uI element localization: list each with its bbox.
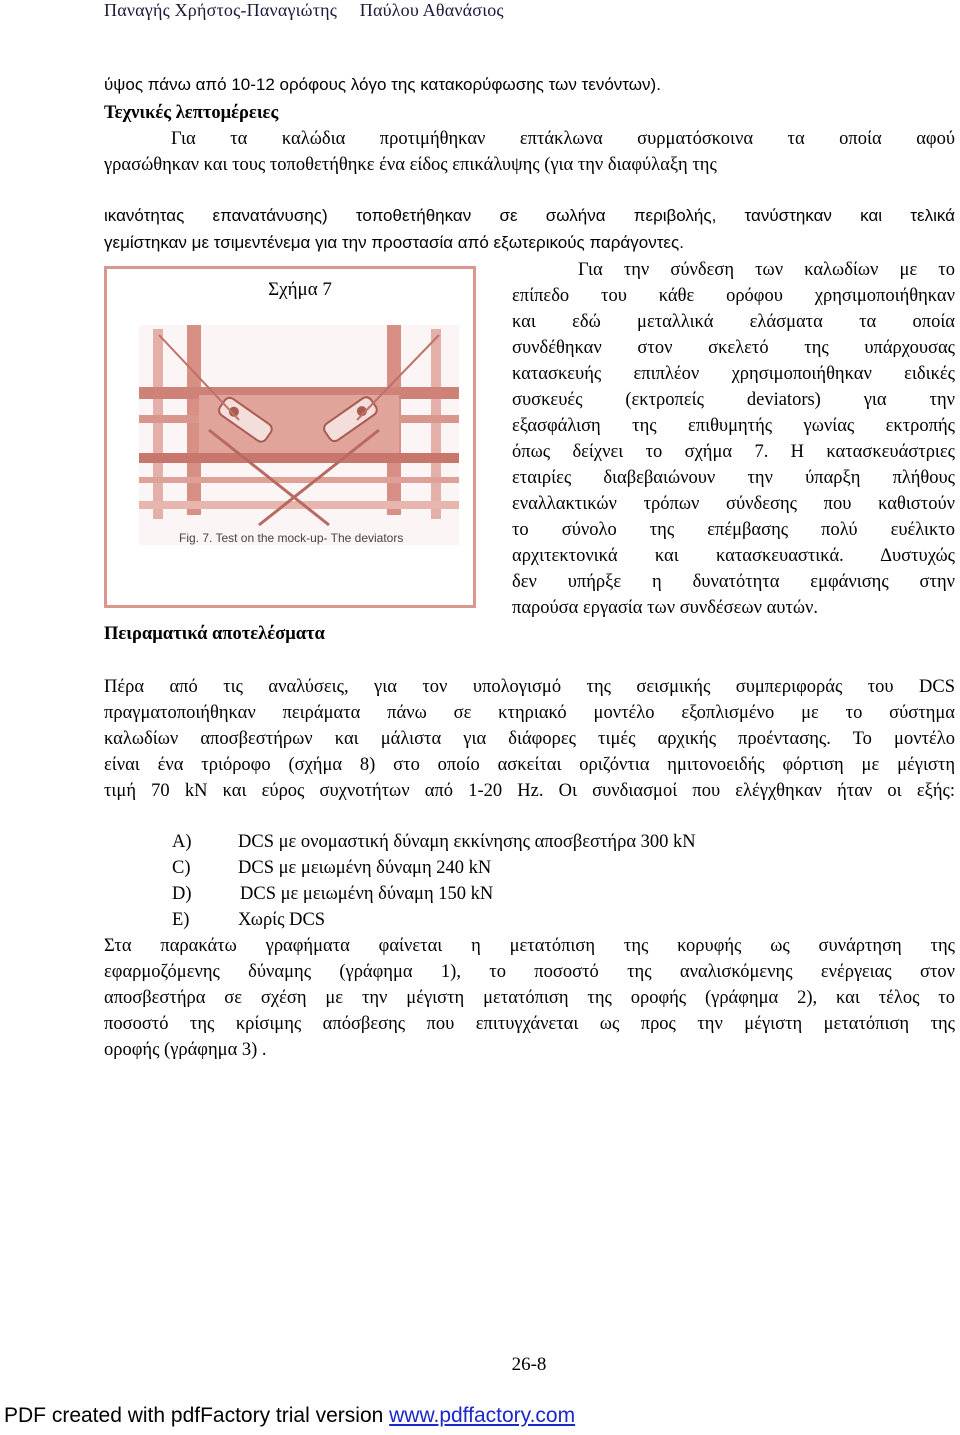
figure-7-frame [104, 266, 476, 608]
graphs-line-4: ποσοστό της κρίσιμης απόσβεσης που επιτυγχάνεται ως προς την μέγιστη μετατόπιση της [104, 1014, 955, 1034]
experiments-heading: Πειραματικά αποτελέσματα [104, 624, 325, 644]
rcol-line-10: εναλλακτικών τρόπων σύνδεσης που καθιστούν [512, 494, 955, 514]
footer-text: PDF created with pdfFactory trial version [4, 1404, 390, 1427]
case-e-text: Χωρίς DCS [238, 910, 326, 930]
exp-line-2: πραγματοποιήθηκαν πειράματα πάνω σε κτηριακό μοντέλο εξοπλισμένο με το σύστημα [104, 703, 955, 723]
case-a-text: DCS με ονομαστική δύναμη εκκίνησης αποσβεστήρα 300 kN [238, 832, 696, 852]
rcol-line-4: συνδέθηκαν στον σκελετό της υπάρχουσας [512, 338, 955, 358]
tech-heading: Τεχνικές λεπτομέρειες [104, 103, 279, 123]
rcol-line-12: αρχιτεκτονικά και κατασκευαστικά. Δυστυχώς [512, 546, 955, 566]
tech-line-4: γεμίστηκαν με τσιμεντένεμα για την προστασία από εξωτερικούς παράγοντες. [104, 233, 684, 252]
running-header [104, 0, 522, 21]
exp-line-4: είναι ένα τριόροφο (σχήμα 8) στο οποίο ασκείται οριζόντια ημιτονοειδής φόρτιση με μέγιστη [104, 755, 955, 775]
graphs-line-3: αποσβεστήρα σε σχέση με την μέγιστη μετατόπιση της οροφής (γράφημα 2), και τέλος το [104, 988, 955, 1008]
tech-line-3: ικανότητας επανατάνυσης) τοποθετήθηκαν σε σωλήνα περιβολής, τανύστηκαν και τελικά [104, 206, 955, 225]
figure-caption: Fig. 7. Test on the mock-up- The deviators [179, 531, 404, 545]
rcol-line-9: εταιρίες διαβεβαιώνουν την ύπαρξη πλήθους [512, 468, 955, 488]
rcol-line-14: παρούσα εργασία των συνδέσεων αυτών. [512, 598, 819, 618]
rcol-line-2: επίπεδο του κάθε ορόφου χρησιμοποιήθηκαν [512, 286, 955, 306]
exp-line-1: Πέρα από τις αναλύσεις, για τον υπολογισμό της σεισμικής συμπεριφοράς του DCS [104, 677, 955, 697]
graphs-line-2: εφαρμοζόμενης δύναμης (γράφημα 1), το ποσοστό της αναλισκόμενης ενέργειας στον [104, 962, 955, 982]
rcol-line-13: δεν υπήρξε η δυνατότητα εμφάνισης στην [512, 572, 955, 592]
case-a-key: A) [172, 832, 192, 852]
graphs-line-1: Στα παρακάτω γραφήματα φαίνεται η μετατόπιση της κορυφής ως συνάρτηση της [104, 936, 955, 956]
exp-line-5: τιμή 70 kN και εύρος συχνοτήτων από 1-20 Hz. Οι συνδιασμοί που ελέγχθηκαν ήταν οι εξής: [104, 781, 955, 801]
deviators-photo [139, 325, 459, 545]
case-d-key: D) [172, 884, 192, 904]
tech-line-2: γρασώθηκαν και τους τοποθετήθηκε ένα είδος επικάλυψης (για την διαφύλαξη της [104, 155, 717, 175]
rcol-line-8: όπως δείχνει το σχήμα 7. Η κατασκευάστριες [512, 442, 955, 462]
pdffactory-footer [4, 1404, 575, 1428]
case-e-key: E) [172, 910, 190, 930]
intro-line: ύψος πάνω από 10-12 ορόφους λόγο της κατακορύφωσης των τενόντων). [104, 75, 661, 94]
rcol-line-7: εξασφάλιση της επιθυμητής γωνίας εκτροπής [512, 416, 955, 436]
rcol-line-6: συσκευές (εκτροπείς deviators) για την [512, 390, 955, 410]
case-c-text: DCS με μειωμένη δύναμη 240 kN [238, 858, 492, 878]
tech-line-1: Για τα καλώδια προτιμήθηκαν επτάκλωνα συρματόσκοινα τα οποία αφού [171, 129, 955, 149]
rcol-line-11: το σύνολο της επέμβασης πολύ ευέλικτο [512, 520, 955, 540]
author-1: Παναγής Χρήστος-Παναγιώτης [104, 0, 338, 20]
exp-line-3: καλωδίων αποσβεστήρων και μάλιστα για διάφορες τιμές αρχικής προέντασης. Το μοντέλο [104, 729, 955, 749]
author-2: Παύλου Αθανάσιος [359, 0, 504, 20]
rcol-line-1: Για την σύνδεση των καλωδίων με το [578, 260, 955, 280]
graphs-line-5: οροφής (γράφημα 3) . [104, 1040, 267, 1060]
case-c-key: C) [172, 858, 191, 878]
rcol-line-3: και εδώ μεταλλικά ελάσματα τα οποία [512, 312, 955, 332]
figure-label: Σχήμα 7 [268, 279, 332, 300]
rcol-line-5: κατασκευής επιπλέον χρησιμοποιήθηκαν ειδικές [512, 364, 955, 384]
case-d-text: DCS με μειωμένη δύναμη 150 kN [240, 884, 494, 904]
page-number: 26-8 [511, 1354, 547, 1375]
pdffactory-link[interactable]: www.pdffactory.com [389, 1404, 576, 1427]
